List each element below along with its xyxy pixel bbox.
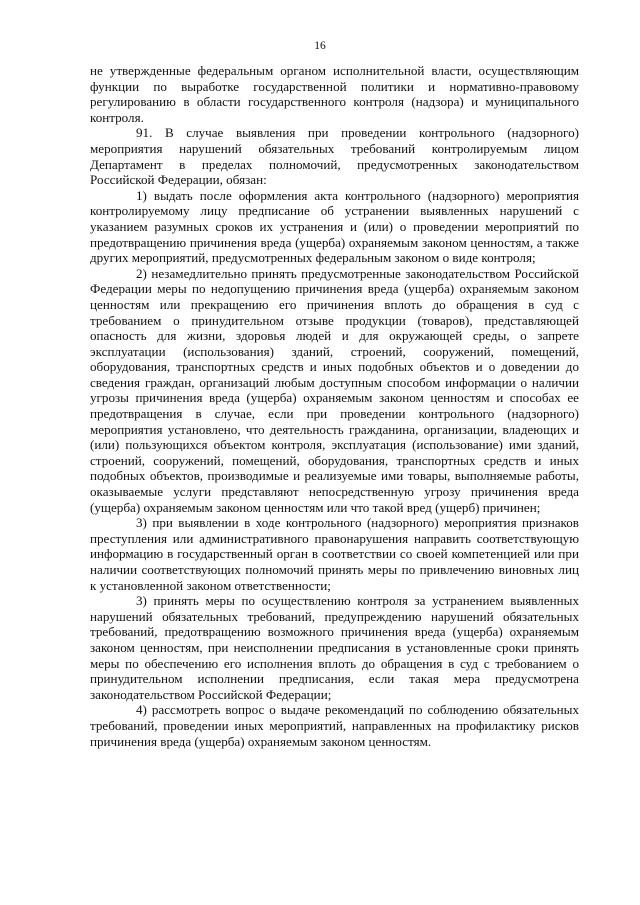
document-body: [90, 63, 579, 749]
paragraph-item-91: 91. В случае выявления при проведении контрольного (надзорного) мероприятия нарушений обязательных требований контролируемым лицом Департамент в пределах полномочий, предусмотренных законодательством Российской Федерации, обязан:: [90, 125, 579, 188]
paragraph-subitem-2: 2) незамедлительно принять предусмотренные законодательством Российской Федерации меры по недопущению причинения вреда (ущерба) охраняемым законом ценностям или прекращению его причинения вплоть до обращения в суд с требованием о принудительном отзыве продукции (товаров), представляющей опасность для жизни, здоровья людей и для окружающей среды, о запрете эксплуатации (использования) зданий, строений, сооружений, помещений, оборудования, транспортных средств и иных подобных объектов и о доведении до сведения граждан, организаций любым доступным способом информации о наличии угрозы причинения вреда (ущерба) охраняемым законом ценностям и способах ее предотвращения в случае, если при проведении контрольного (надзорного) мероприятия установлено, что деятельность гражданина, организации, владеющих и (или) пользующихся объектом контроля, эксплуатация (использование) ими зданий, строений, сооружений, помещений, оборудования, транспортных средств и иных подобных объектов, производимые и реализуемые ими товары, выполняемые работы, оказываемые услуги представляют непосредственную угрозу причинения вреда (ущерба) охраняемым законом ценностям или что такой вред (ущерб) причинен;: [90, 265, 579, 515]
paragraph-subitem-3b: 3) принять меры по осуществлению контроля за устранением выявленных нарушений обязательных требований, предупреждению нарушений обязательных требований, предотвращению возможного причинения вреда (ущерба) охраняемым законом ценностям, при неисполнении предписания в установленные сроки принять меры по обеспечению его исполнения вплоть до обращения в суд с требованием о принудительном исполнении предписания, если такая мера предусмотрена законодательством Российской Федерации;: [90, 593, 579, 702]
paragraph-subitem-4: 4) рассмотреть вопрос о выдаче рекомендаций по соблюдению обязательных требований, проведении иных мероприятий, направленных на профилактику рисков причинения вреда (ущерба) охраняемым законом ценностям.: [90, 702, 579, 749]
paragraph-continuation: не утвержденные федеральным органом исполнительной власти, осуществляющим функции по выработке государственной политики и нормативно-правовому регулированию в области государственного контроля (надзора) и муниципального контроля.: [90, 63, 579, 125]
paragraph-subitem-1: 1) выдать после оформления акта контрольного (надзорного) мероприятия контролируемому лицу предписание об устранении выявленных нарушений с указанием разумных сроков их устранения и (или) о проведении мероприятий по предотвращению причинения вреда (ущерба) охраняемым законом ценностям, а также других мероприятий, предусмотренных федеральным законом о виде контроля;: [90, 187, 579, 266]
page-number: 16: [314, 40, 326, 52]
paragraph-subitem-3a: 3) при выявлении в ходе контрольного (надзорного) мероприятия признаков преступления или административного правонарушения направить соответствующую информацию в государственный орган в соответствии со своей компетенцией или при наличии соответствующих полномочий принять меры по привлечению виновных лиц к установленной законом ответственности;: [90, 515, 579, 593]
